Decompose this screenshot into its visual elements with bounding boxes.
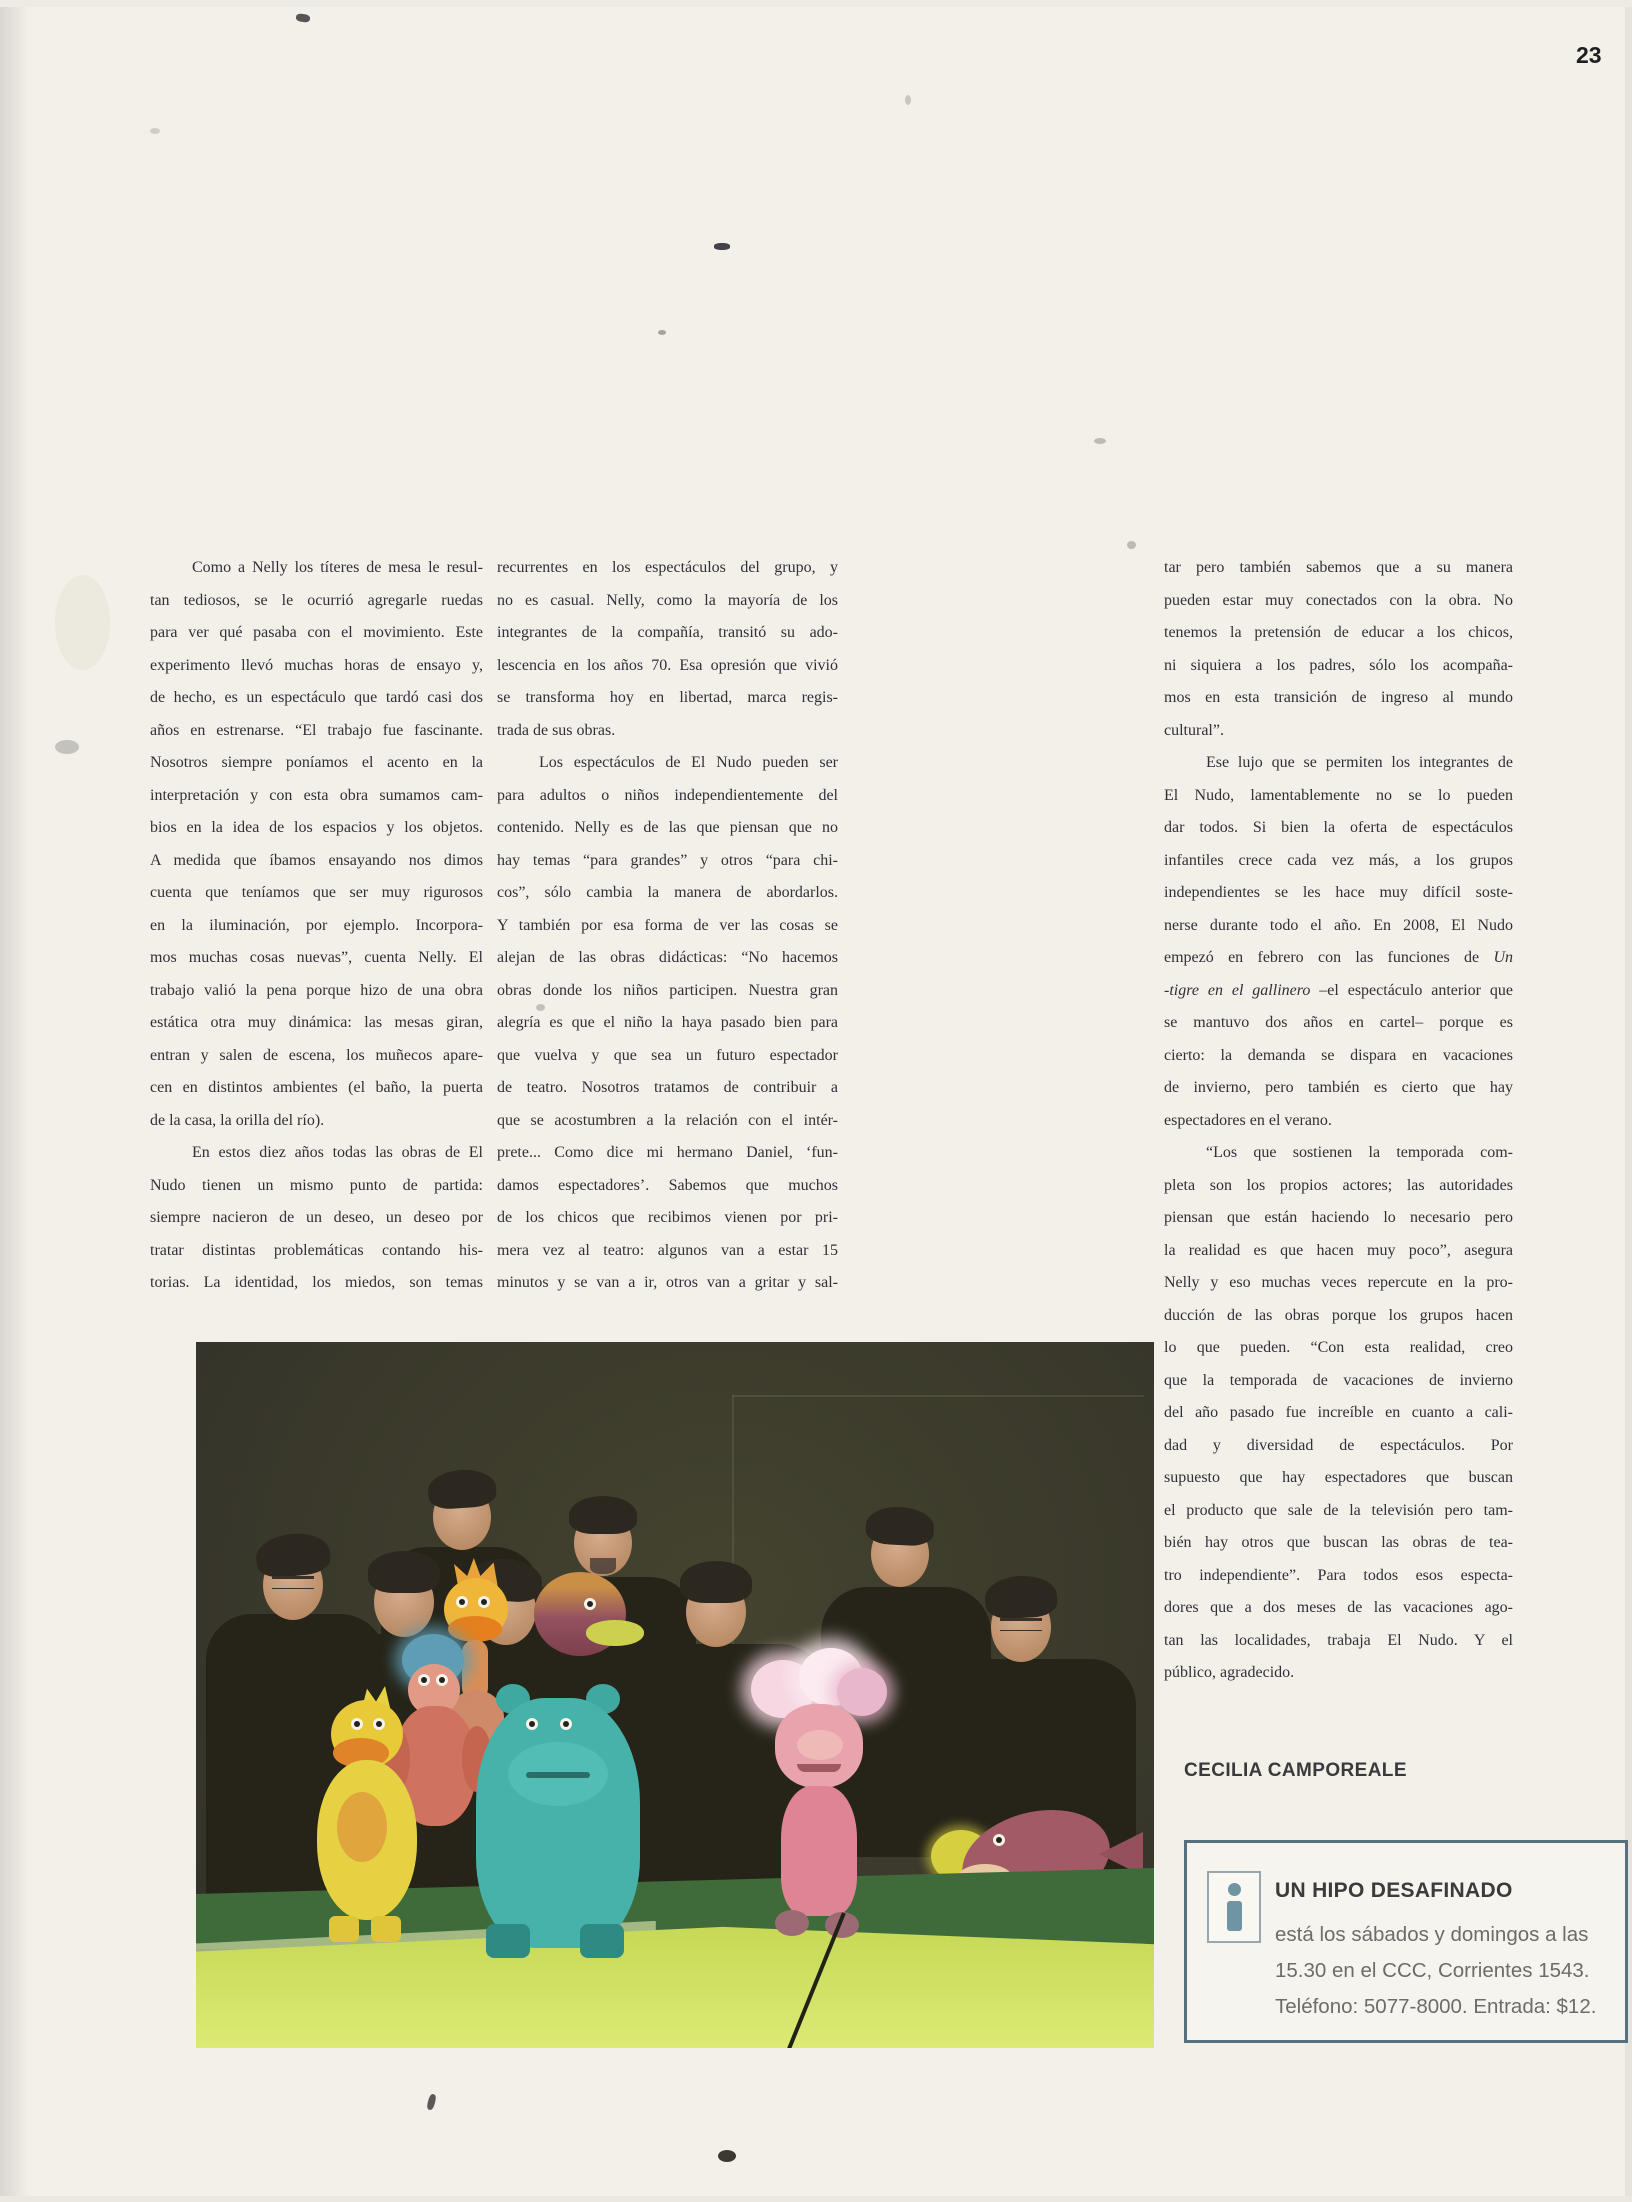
text-line: pleta son los propios actores; las autoridades — [1164, 1176, 1513, 1194]
scan-speck — [718, 2150, 736, 2162]
text-line: en la iluminación, por ejemplo. Incorpora- — [150, 916, 483, 934]
text-line: Nosotros siempre poníamos el acento en la — [150, 754, 483, 771]
text-line: tro independiente”. Para todos esos especta- — [1164, 1566, 1513, 1584]
text-line: de la casa, la orilla del río). — [150, 1111, 325, 1129]
text-line: público, agradecido. — [1164, 1664, 1295, 1681]
text-line: Nelly y eso muchas veces repercute en la pro- — [1164, 1274, 1513, 1291]
text-line: pueden estar muy conectados con la obra. No — [1164, 591, 1513, 609]
scan-smudge — [55, 740, 79, 754]
text-line: la realidad es que hacen muy poco”, asegura — [1164, 1241, 1513, 1259]
infobox-title: UN HIPO DESAFINADO — [1275, 1879, 1513, 1902]
text-line: -tigre en el gallinero –el espectáculo anterior que — [1164, 981, 1514, 999]
puppet-platypus — [528, 1568, 648, 1663]
text-line: tar pero también sabemos que a su manera — [1164, 559, 1513, 576]
scan-speck — [426, 2093, 437, 2110]
article-column-1 — [150, 552, 483, 1300]
text-line: del año pasado fue increíble en cuanto a cali- — [1164, 1404, 1513, 1421]
infobox-line: 15.30 en el CCC, Corrientes 1543. — [1275, 1959, 1590, 1982]
text-line: que la temporada de vacaciones de invierno — [1164, 1371, 1513, 1389]
text-line: contenido. Nelly es de las que piensan que no — [497, 819, 838, 836]
text-line: recurrentes en los espectáculos del grupo, y — [497, 559, 838, 576]
text-line: experimento llevó muchas horas de ensayo y, — [150, 656, 483, 674]
puppet-pink-fuzzy — [741, 1664, 901, 1974]
text-line: Ese lujo que se permiten los integrantes de — [1206, 754, 1513, 771]
text-line: cen en distintos ambientes (el baño, la puerta — [150, 1079, 483, 1096]
text-line: siempre nacieron de un deseo, un deseo por — [150, 1209, 483, 1226]
text-line: mera vez al teatro: algunos van a estar 15 — [497, 1241, 838, 1259]
text-line: Y también por esa forma de ver las cosas se — [497, 916, 838, 934]
group-photo — [196, 1342, 1154, 2048]
text-line: torias. La identidad, los miedos, son temas — [150, 1274, 483, 1291]
scan-speck — [296, 13, 311, 23]
text-line: integrantes de la compañía, transitó su ado- — [497, 624, 838, 641]
text-line: damos espectadores’. Sabemos que muchos — [497, 1176, 838, 1194]
text-line: mos muchas cosas nuevas”, cuenta Nelly. El — [150, 949, 483, 966]
text-line: dores que a dos meses de las vacaciones ago- — [1164, 1599, 1513, 1616]
text-line: no es casual. Nelly, como la mayoría de los — [497, 591, 838, 609]
info-box — [1184, 1840, 1628, 2043]
text-line: interpretación y con esta obra sumamos cam- — [150, 786, 483, 804]
scan-speck — [714, 243, 730, 250]
text-line: empezó en febrero con las funciones de Un — [1164, 949, 1513, 966]
text-line: alegría es que el niño la haya pasado bien para — [497, 1014, 838, 1031]
text-line: de teatro. Nosotros tratamos de contribuir a — [497, 1079, 838, 1096]
text-line: el producto que sale de la televisión pero tam- — [1164, 1501, 1513, 1519]
text-line: piensan que están haciendo lo necesario pero — [1164, 1209, 1513, 1226]
text-line: tenemos la pretensión de educar a los chicos, — [1164, 624, 1513, 641]
text-line: entran y salen de escena, los muñecos apare- — [150, 1046, 483, 1064]
text-line: obras donde los niños participen. Nuestra gran — [497, 981, 838, 999]
text-line: ducción de las obras porque los grupos hacen — [1164, 1306, 1513, 1324]
text-line: supuesto que hay espectadores que buscan — [1164, 1469, 1513, 1486]
text-line: bios en la idea de los espacios y los objetos. — [150, 819, 483, 836]
text-line: de invierno, pero también es cierto que hay — [1164, 1079, 1513, 1096]
text-line: Los espectáculos de El Nudo pueden ser — [539, 754, 838, 771]
text-line: para adultos o niños independientemente del — [497, 786, 838, 804]
text-line: se mantuvo dos años en cartel– porque es — [1164, 1014, 1513, 1031]
scan-speck — [658, 330, 666, 335]
scan-speck — [1094, 438, 1106, 444]
infobox-line: Teléfono: 5077-8000. Entrada: $12. — [1275, 1995, 1597, 2018]
text-line: mos en esta transición de ingreso al mundo — [1164, 689, 1513, 706]
page-edge-shadow-top — [0, 0, 1632, 7]
article-column-2 — [497, 552, 838, 1300]
text-line: lescencia en los años 70. Esa opresión que vivió — [497, 656, 838, 674]
text-line: Nudo tienen un mismo punto de partida: — [150, 1176, 483, 1194]
text-line: trada de sus obras. — [497, 721, 616, 739]
infobox-line: está los sábados y domingos a las — [1275, 1923, 1589, 1946]
text-line: cierto: la demanda se dispara en vacaciones — [1164, 1046, 1513, 1064]
text-line: dar todos. Si bien la oferta de espectáculos — [1164, 819, 1513, 836]
text-line: nerse durante todo el año. En 2008, El Nudo — [1164, 916, 1513, 934]
text-line: cultural”. — [1164, 721, 1224, 739]
text-line: dad y diversidad de espectáculos. Por — [1164, 1436, 1513, 1454]
info-icon-dot — [1228, 1883, 1241, 1896]
article-column-3 — [1164, 552, 1513, 1690]
page-edge-shadow-left — [0, 0, 30, 2202]
info-icon — [1207, 1871, 1261, 1943]
text-line: para ver qué pasaba con el movimiento. Este — [150, 624, 483, 641]
text-line: infantiles crece cada vez más, a los grupos — [1164, 851, 1513, 869]
text-line: que vuelva y que sea un futuro espectador — [497, 1046, 838, 1064]
text-line: años en estrenarse. “El trabajo fue fascinante. — [150, 721, 483, 739]
text-line: se transforma hoy en libertad, marca regis- — [497, 689, 838, 706]
text-line: Como a Nelly los títeres de mesa le resul- — [192, 559, 483, 576]
text-line: tratar distintas problemáticas contando his- — [150, 1241, 483, 1259]
text-line: bién hay otros que buscan las obras de tea- — [1164, 1534, 1513, 1551]
text-line: minutos y se van a ir, otros van a gritar y sal- — [497, 1274, 838, 1291]
text-line: hay temas “para grandes” y otros “para chi- — [497, 851, 838, 869]
text-line: ni siquiera a los padres, sólo los acompaña- — [1164, 656, 1513, 674]
text-line: estática otra muy dinámica: las mesas giran, — [150, 1014, 483, 1031]
text-line: El Nudo, lamentablemente no se lo pueden — [1164, 786, 1513, 804]
text-line: espectadores en el verano. — [1164, 1111, 1332, 1129]
text-line: alejan de las obras didácticas: “No hacemos — [497, 949, 838, 966]
text-line: En estos diez años todas las obras de El — [192, 1144, 483, 1161]
text-line: de hecho, es un espectáculo que tardó casi dos — [150, 689, 483, 706]
backdrop-seam-horizontal — [732, 1395, 1144, 1397]
info-icon-stem — [1227, 1901, 1242, 1931]
scan-stain — [55, 575, 110, 670]
scan-speck — [905, 95, 911, 105]
text-line: “Los que sostienen la temporada com- — [1206, 1144, 1513, 1161]
scan-speck — [1127, 541, 1136, 549]
text-line: tan las localidades, trabaja El Nudo. Y el — [1164, 1631, 1513, 1649]
puppet-blue-hippo — [468, 1684, 658, 1984]
text-line: de los chicos que recibimos vienen por pri- — [497, 1209, 838, 1226]
text-line: cos”, sólo cambia la manera de abordarlos. — [497, 884, 838, 901]
text-line: tan tediosos, se le ocurrió agregarle ruedas — [150, 591, 483, 609]
puppet-yellow-duck — [299, 1694, 434, 1979]
text-line: trabajo valió la pena porque hizo de una obra — [150, 981, 483, 999]
page-edge-shadow-bottom — [0, 2196, 1632, 2202]
text-line: A medida que íbamos ensayando nos dimos — [150, 851, 483, 869]
text-line: independientes se les hace muy difícil soste- — [1164, 884, 1513, 901]
page-number: 23 — [1576, 42, 1602, 68]
text-line: cuenta que teníamos que ser muy rigurosos — [150, 884, 483, 901]
scan-speck — [150, 128, 160, 134]
text-line: que se acostumbren a la relación con el intér- — [497, 1111, 838, 1129]
text-line: prete... Como dice mi hermano Daniel, ‘fun- — [497, 1144, 838, 1161]
text-line: lo que pueden. “Con esta realidad, creo — [1164, 1339, 1513, 1356]
infobox-text — [1275, 1917, 1596, 2025]
author-byline: CECILIA CAMPOREALE — [1184, 1760, 1407, 1781]
